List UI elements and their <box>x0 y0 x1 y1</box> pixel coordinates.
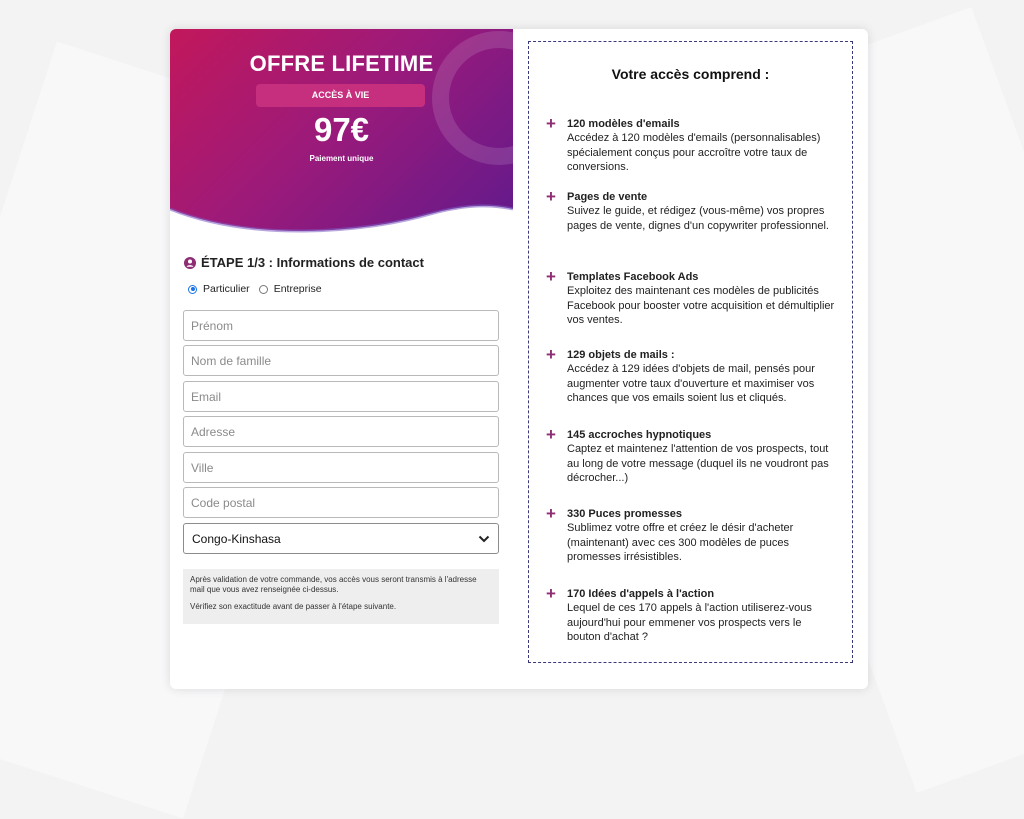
feature-title: 145 accroches hypnotiques <box>567 429 712 441</box>
feature-title: 170 Idées d'appels à l'action <box>567 588 715 600</box>
customer-type-radio-group <box>188 283 331 295</box>
feature-item <box>546 584 836 645</box>
feature-title: 129 objets de mails : <box>567 349 675 361</box>
plus-icon: + <box>546 504 556 523</box>
offer-price: 97€ <box>313 111 370 148</box>
feature-item <box>546 504 836 565</box>
offer-title: OFFRE LIFETIME <box>249 51 434 76</box>
radio-entreprise-dot[interactable] <box>259 285 268 294</box>
city-input[interactable] <box>183 452 499 483</box>
feature-title: Templates Facebook Ads <box>567 271 699 283</box>
radio-entreprise-label: Entreprise <box>273 283 322 295</box>
feature-item <box>546 187 836 233</box>
feature-title: 330 Puces promesses <box>567 508 682 520</box>
email-notice <box>183 569 499 624</box>
header-wave <box>170 179 513 249</box>
country-select[interactable] <box>183 523 499 554</box>
step-title <box>184 255 424 270</box>
offer-badge: ACCÈS À VIE <box>256 84 425 107</box>
feature-description: Accédez à 129 idées d'objets de mail, pensés pour augmenter votre taux d'ouverture et maximiser vos chances que vos emails soient lus et cliqués. <box>567 363 815 404</box>
feature-item <box>546 267 836 328</box>
country-select-value: Congo-Kinshasa <box>192 531 281 546</box>
feature-item <box>546 345 836 406</box>
plus-icon: + <box>546 267 556 286</box>
first-name-input[interactable] <box>183 310 499 341</box>
plus-icon: + <box>546 584 556 603</box>
checkout-form-panel <box>170 29 513 689</box>
feature-description: Accédez à 120 modèles d'emails (personnalisables) spécialement conçus pour accroître votre taux de conversions. <box>567 132 821 173</box>
feature-item <box>546 114 836 175</box>
feature-description: Exploitez des maintenant ces modèles de publicités Facebook pour booster votre acquisition et démultiplier vos ventes. <box>567 285 835 326</box>
feature-description: Captez et maintenez l'attention de vos prospects, tout au long de votre message (duquel ils ne voudront pas décrocher...) <box>567 443 829 484</box>
feature-title: Pages de vente <box>567 191 648 203</box>
feature-description: Lequel de ces 170 appels à l'action utiliserez-vous aujourd'hui pour emmener vos prospects vers le bouton d'achat ? <box>567 602 812 643</box>
email-input[interactable] <box>183 381 499 412</box>
notice-line-2: Vérifiez son exactitude avant de passer à l'étape suivante. <box>190 602 397 611</box>
notice-line-1: Après validation de votre commande, vos accès vous seront transmis à l'adresse mail que vous avez renseignée ci-dessus. <box>190 575 477 594</box>
plus-icon: + <box>546 187 556 206</box>
access-features-panel <box>528 41 853 663</box>
last-name-input[interactable] <box>183 345 499 376</box>
feature-description: Sublimez votre offre et créez le désir d'acheter (maintenant) avec ces 300 modèles de puces promesses irrésistibles. <box>567 522 794 563</box>
feature-item <box>546 425 836 486</box>
radio-particulier-dot[interactable] <box>188 285 197 294</box>
payment-note: Paiement unique <box>309 154 374 163</box>
radio-particulier[interactable] <box>188 283 250 295</box>
address-input[interactable] <box>183 416 499 447</box>
user-circle-icon <box>184 257 196 269</box>
plus-icon: + <box>546 425 556 444</box>
access-title: Votre accès comprend : <box>611 66 770 82</box>
plus-icon: + <box>546 345 556 364</box>
checkout-card <box>170 29 868 689</box>
offer-header <box>170 29 513 249</box>
plus-icon: + <box>546 114 556 133</box>
radio-particulier-label: Particulier <box>203 283 250 295</box>
feature-title: 120 modèles d'emails <box>567 118 680 130</box>
step-title-text: ÉTAPE 1/3 : Informations de contact <box>201 255 424 270</box>
postal-code-input[interactable] <box>183 487 499 518</box>
chevron-down-icon <box>478 535 490 543</box>
radio-entreprise[interactable] <box>259 283 322 295</box>
feature-description: Suivez le guide, et rédigez (vous-même) vos propres pages de vente, dignes d'un copywriter professionnel. <box>567 205 829 232</box>
